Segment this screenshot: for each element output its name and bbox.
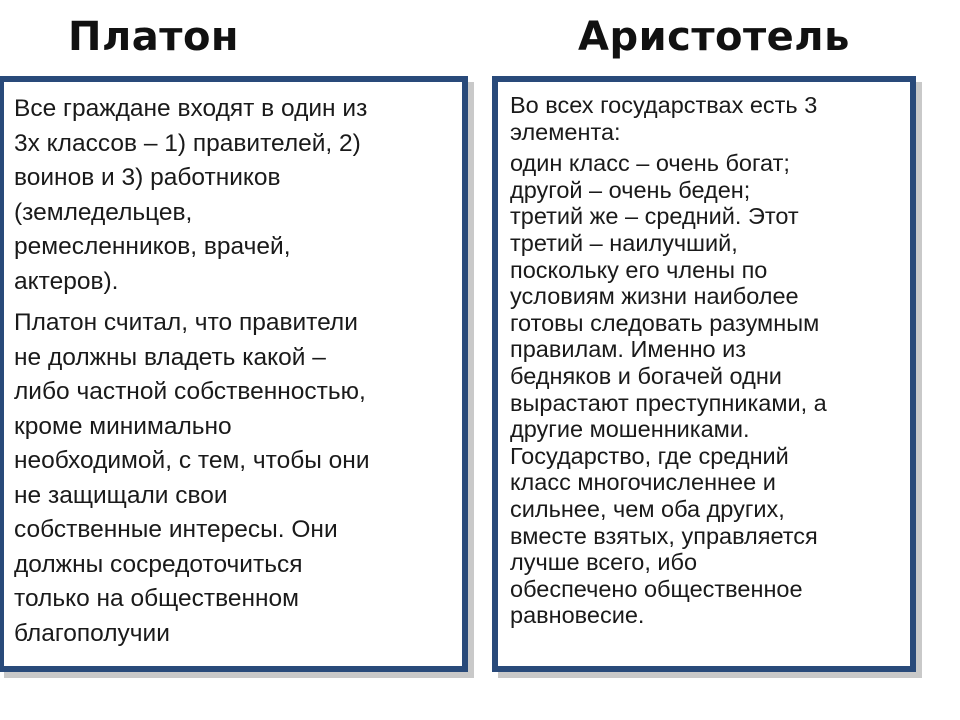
aristotle-text-box [492, 76, 916, 672]
title-plato: Платон [68, 14, 240, 60]
title-aristotle: Аристотель [578, 14, 850, 60]
plato-text-box [0, 76, 468, 672]
aristotle-paragraph-middle-class: один класс – очень богат; другой – очень беден; третий же – средний. Этот третий – наилучший, поскольку его члены по условиям жизни наиболее готовы следовать разумным правилам. Именно из бедняков и богачей одни вырастают преступниками, а другие мошенниками. Государство, где средний класс многочисленнее и сильнее, чем оба других, вместе взятых, управляется лучше всего, ибо обеспечено общественное равновесие. [510, 150, 827, 629]
plato-paragraph-classes: Все граждане входят в один из 3х классов – 1) правителей, 2) воинов и 3) работников (земледельцев, ремесленников, врачей, актеров). [14, 95, 368, 295]
aristotle-paragraph-elements: Во всех государствах есть 3 элемента: [510, 92, 818, 145]
plato-paragraph-rulers: Платон считал, что правители не должны владеть какой – либо частной собственностью, кроме минимально необходимой, с тем, чтобы они не защищали свои собственные интересы. Они должны сосредоточиться только на общественном благополучии [14, 309, 370, 647]
